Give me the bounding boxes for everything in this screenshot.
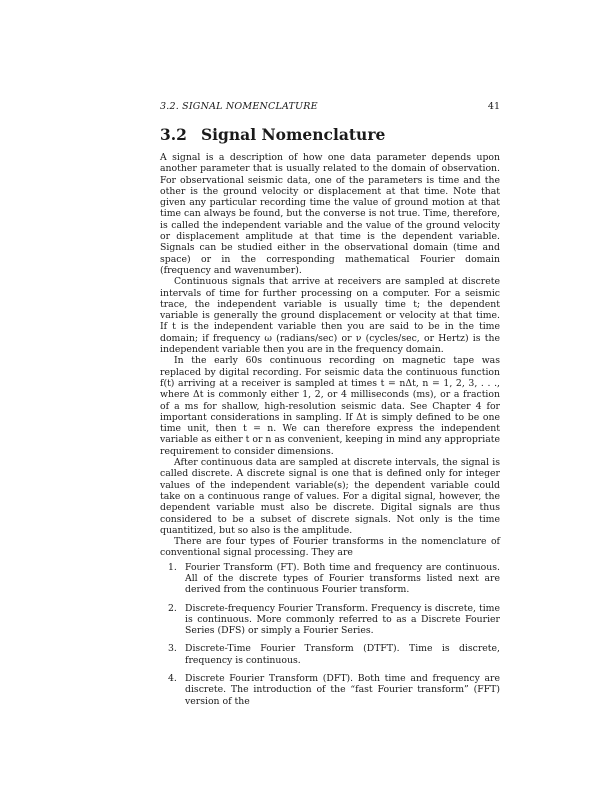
- list-item-text: Discrete Fourier Transform (DFT). Both time and frequency are discrete. The introduction of the “fast Fourier transform” (FFT) version of the: [185, 673, 500, 707]
- list-item-number: 4.: [168, 673, 177, 685]
- list-item-text: Discrete-frequency Fourier Transform. Frequency is discrete, time is continuous. More commonly referred to as a Discrete Fourier Series (DFS) or simply a Fourier Series.: [185, 602, 500, 637]
- body-text: [160, 152, 500, 714]
- section-heading: [160, 125, 385, 144]
- list-item-text: Discrete-Time Fourier Transform (DTFT). Time is discrete, frequency is continuous.: [185, 643, 500, 666]
- page-number: 41: [487, 101, 500, 112]
- list-item: [160, 562, 500, 596]
- list-item-number: 2.: [168, 602, 177, 614]
- section-number: 3.2: [160, 125, 187, 144]
- running-header-section: 3.2. SIGNAL NOMENCLATURE: [160, 101, 318, 112]
- list-item: [160, 603, 500, 637]
- fourier-types-list: [160, 562, 500, 707]
- paragraph: A signal is a description of how one data parameter depends upon another parameter that is usually related to the domain of observation. For observational seismic data, one of the parameters is time and the other is the ground velocity or displacement at that time. Note that given any particular recording time the value of ground motion at that time can always be found, but the converse is not true. Time, therefore, is called the independent variable and the value of the ground velocity or displacement amplitude at that time is the dependent variable. Signals can be studied either in the observational domain (time and space) or in the corresponding mathematical Fourier domain (frequency and wavenumber).: [160, 152, 500, 276]
- running-header: [160, 101, 500, 115]
- list-item-number: 3.: [168, 643, 177, 655]
- list-item: [160, 673, 500, 707]
- list-item-text: Fourier Transform (FT). Both time and frequency are continuous. All of the discrete types of Fourier transforms listed next are derived from the continuous Fourier transform.: [185, 561, 500, 596]
- list-item: [160, 643, 500, 666]
- paragraph: Continuous signals that arrive at receivers are sampled at discrete intervals of time for further processing on a computer. For a seismic trace, the independent variable is usually time t; the dependent variable is generally the ground displacement or velocity at that time. If t is the independent variable then you are said to be in the time domain; if frequency ω (radians/sec) or ν (cycles/sec, or Hertz) is the independent variable then you are in the frequency domain.: [160, 276, 500, 356]
- section-title: Signal Nomenclature: [200, 125, 386, 144]
- paragraph: After continuous data are sampled at discrete intervals, the signal is called discrete. A discrete signal is one that is defined only for integer values of the independent variable(s); the dependent variable could take on a continuous range of values. For a digital signal, however, the dependent variable must also be discrete. Digital signals are thus considered to be a subset of discrete signals. Not only is the time quantitized, but so also is the amplitude.: [160, 457, 500, 536]
- paragraph: There are four types of Fourier transforms in the nomenclature of conventional signal processing. They are: [160, 536, 500, 559]
- list-item-number: 1.: [168, 561, 177, 573]
- paragraph: In the early 60s continuous recording on magnetic tape was replaced by digital recording. For seismic data the continuous function f(t) arriving at a receiver is sampled at times t = nΔt, n = 1, 2, 3, . . ., where Δt is commonly either 1, 2, or 4 milliseconds (ms), or a fraction of a ms for shallow, high-resolution seismic data. See Chapter 4 for important considerations in sampling. If Δt is simply defined to be one time unit, then t = n. We can therefore express the independent variable as either t or n as convenient, keeping in mind any appropriate requirement to consider dimensions.: [160, 355, 500, 457]
